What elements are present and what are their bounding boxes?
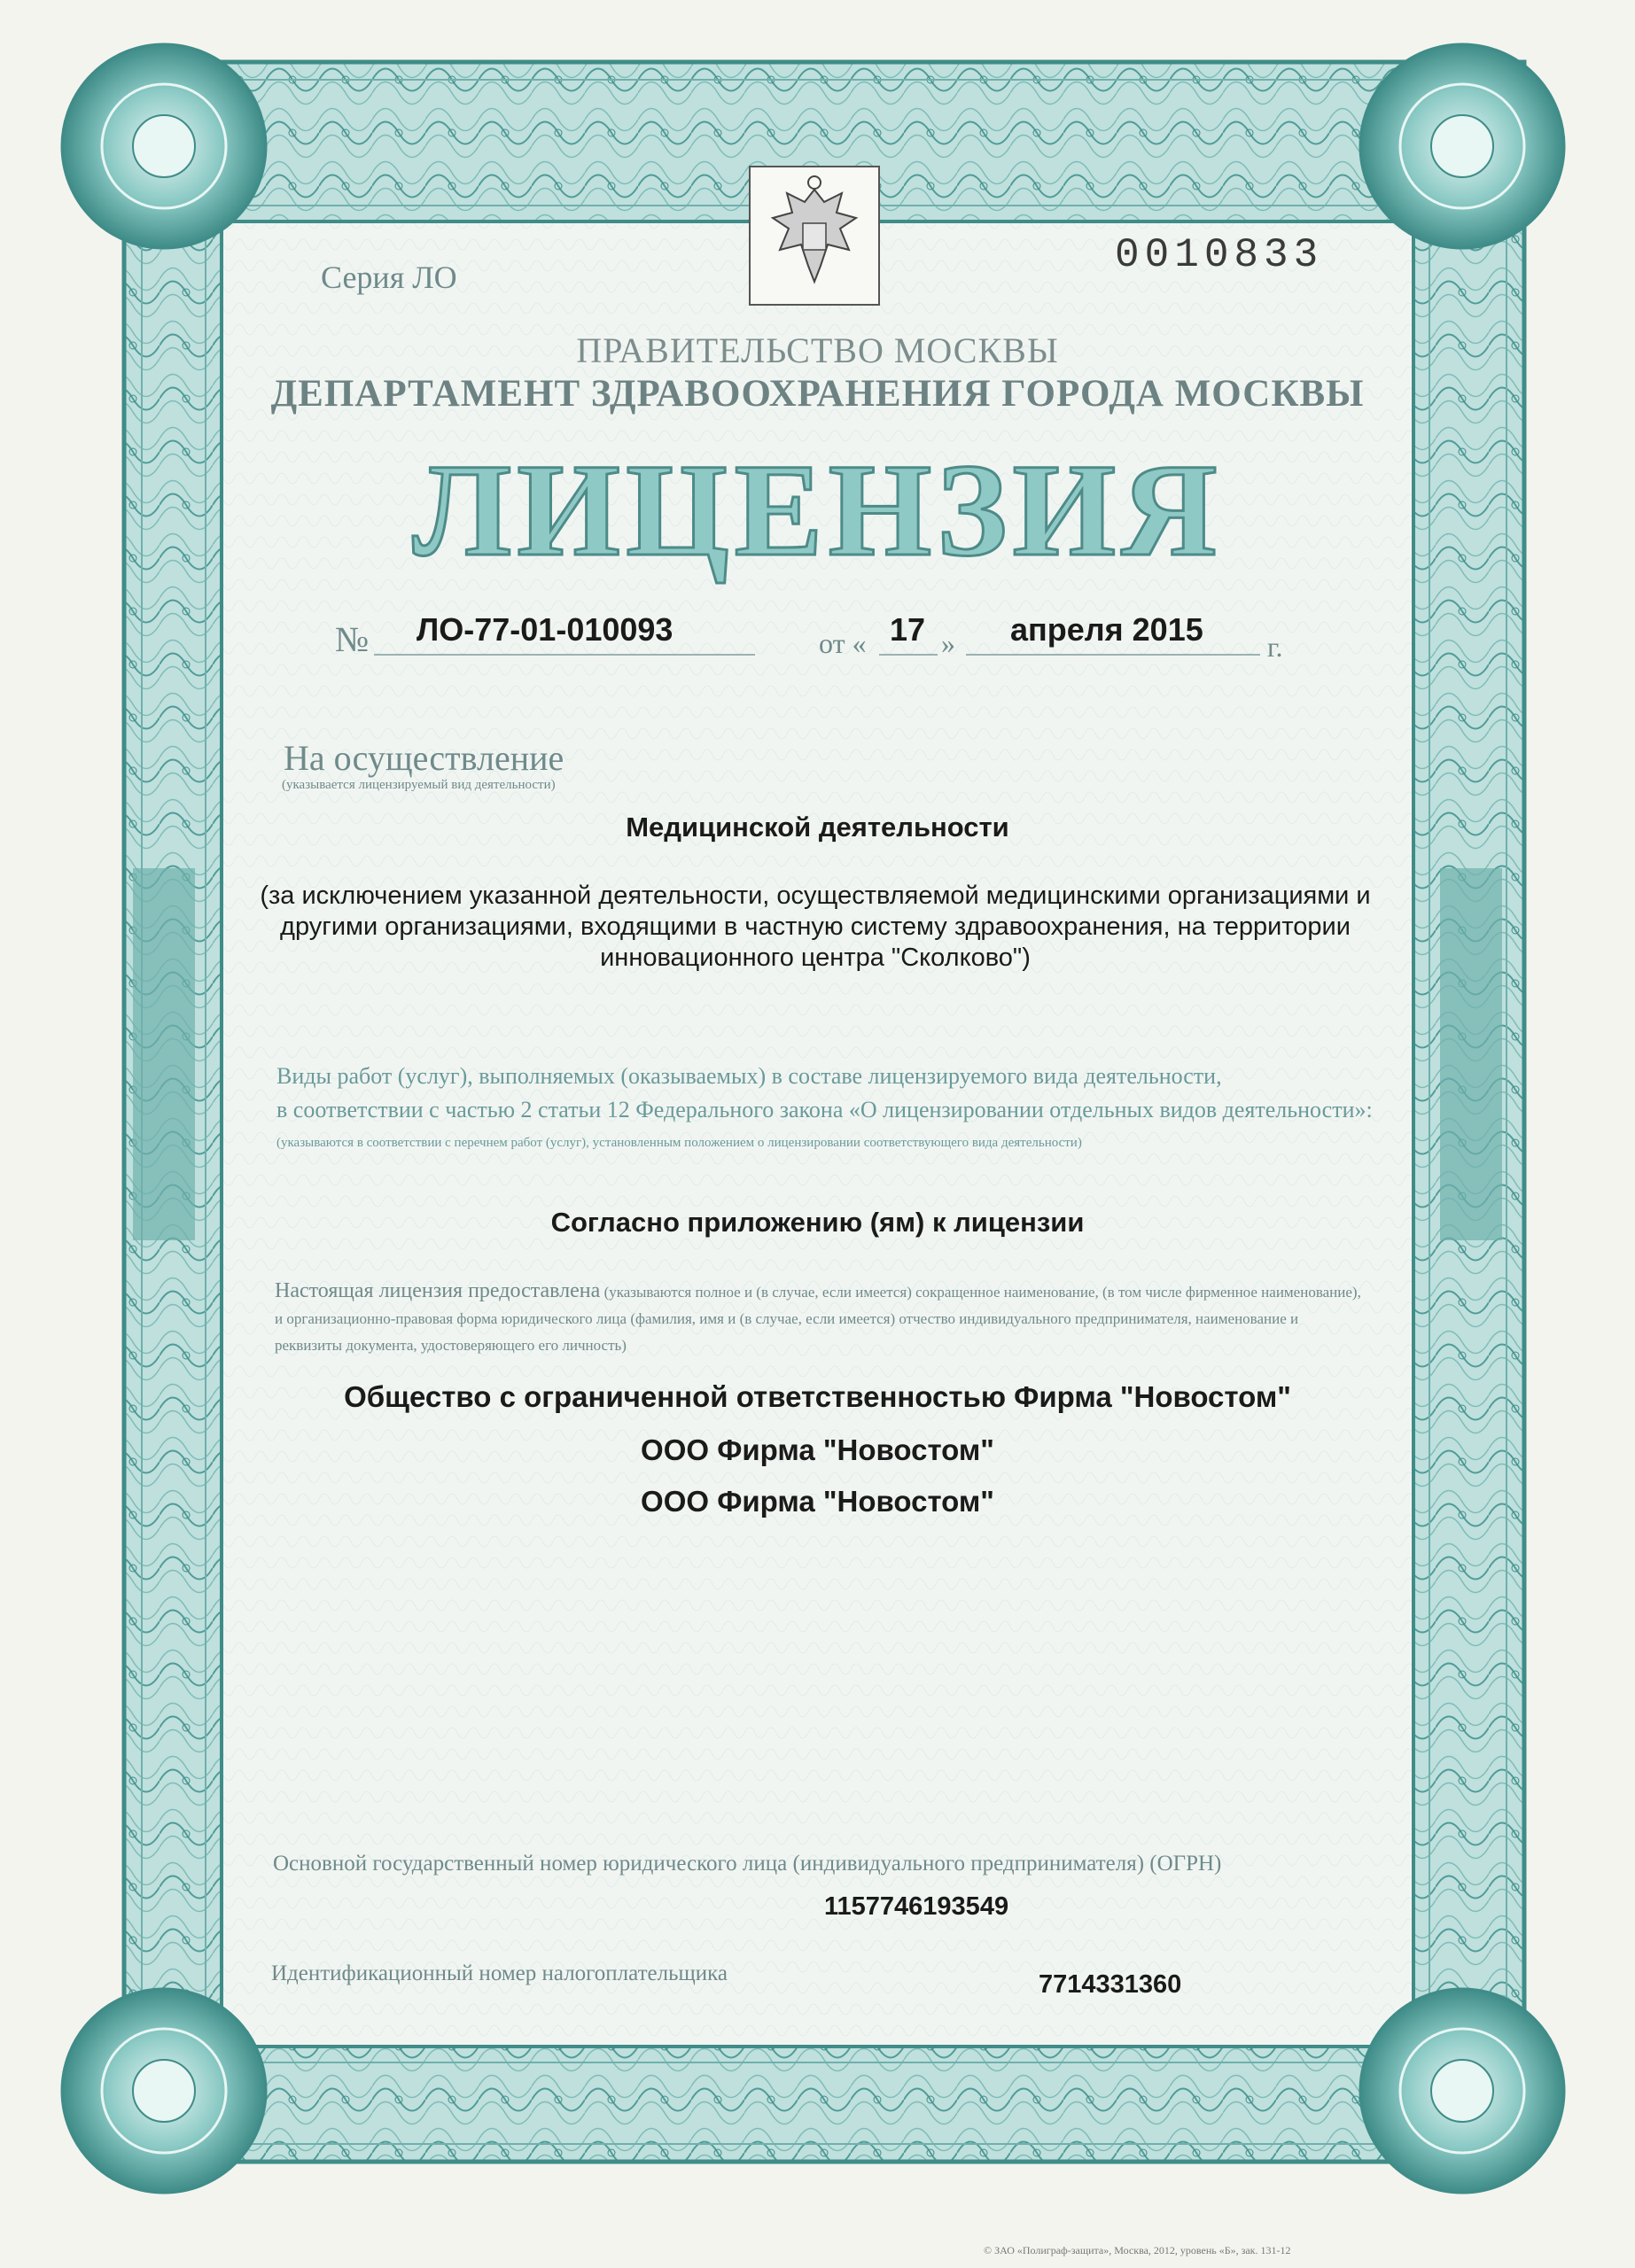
activity-name: Медицинской деятельности xyxy=(626,812,1009,843)
department-title: ДЕПАРТАМЕНТ ЗДРАВООХРАНЕНИЯ ГОРОДА МОСКВЫ xyxy=(270,373,1365,415)
works-hint: (указываются в соответствии с перечнем работ (услуг), установленным положением о лицензировании соответствующего вида деятельности) xyxy=(276,1136,1082,1150)
inn-value: 7714331360 xyxy=(1039,1970,1182,1999)
number-sign: № xyxy=(335,619,370,659)
activity-label: На осуществление xyxy=(284,738,564,778)
document-title: ЛИЦЕНЗИЯ xyxy=(412,437,1223,584)
license-day: 17 xyxy=(890,611,926,648)
year-suffix: г. xyxy=(1267,631,1283,663)
licensee-hint: (указываются полное и (в случае, если имеется) сокращенное наименование, (в том числе фирменное наименование), и организационно-правовая форма юридического лица (фамилия, имя и (в случае, если имеется) отчество индивидуального предпринимателя, наименование и реквизиты документа, удостоверяющего его личность) xyxy=(275,1284,1361,1354)
activity-exclusion: (за исключением указанной деятельности, осуществляемой медицинскими организациями и другими организациями, входящими в частную систему здравоохранения, на территории инновационного центра "Сколково") xyxy=(260,882,1371,972)
date-prefix: от « xyxy=(819,627,867,659)
series-label: Серия ЛО xyxy=(321,260,457,295)
licensee-lead: Настоящая лицензия предоставлена xyxy=(275,1279,601,1302)
works-caption-line1: Виды работ (услуг), выполняемых (оказываемых) в составе лицензируемого вида деятельности, xyxy=(276,1063,1222,1089)
license-number: ЛО-77-01-010093 xyxy=(417,611,673,648)
works-value: Согласно приложению (ям) к лицензии xyxy=(550,1207,1085,1238)
licensee-full-name: Общество с ограниченной ответственностью Фирма "Новостом" xyxy=(344,1380,1291,1413)
serial-number: 0010833 xyxy=(1115,232,1324,278)
printer-imprint: © ЗАО «Полиграф-защита», Москва, 2012, уровень «Б», зак. 131-12 xyxy=(984,2244,1291,2256)
licensee-short-name: ООО Фирма "Новостом" xyxy=(641,1433,994,1466)
ogrn-value: 1157746193549 xyxy=(824,1892,1009,1921)
number-underline xyxy=(374,654,755,656)
ogrn-label: Основной государственный номер юридического лица (индивидуального предпринимателя) (ОГРН) xyxy=(273,1852,1222,1876)
month-underline xyxy=(966,654,1260,656)
activity-hint: (указывается лицензируемый вид деятельности) xyxy=(282,778,556,792)
licensee-brand-name: ООО Фирма "Новостом" xyxy=(641,1485,994,1518)
rosette-bottom-right-icon xyxy=(1360,1989,1564,2193)
license-month-year: апреля 2015 xyxy=(1010,611,1203,648)
rosette-top-left-icon xyxy=(62,44,266,248)
rosette-bottom-left-icon xyxy=(62,1989,266,2193)
works-caption xyxy=(276,1060,1384,1127)
rosette-top-right-icon xyxy=(1360,44,1564,248)
date-quote-close: » xyxy=(941,627,955,659)
government-title: ПРАВИТЕЛЬСТВО МОСКВЫ xyxy=(576,330,1059,370)
licensee-caption xyxy=(275,1278,1365,1359)
coat-of-arms-icon xyxy=(750,167,879,305)
inn-label: Идентификационный номер налогоплательщика xyxy=(271,1961,728,1985)
day-underline xyxy=(879,654,938,656)
works-caption-line2: в соответствии с частью 2 статьи 12 Федерального закона «О лицензировании отдельных видов деятельности»: xyxy=(276,1097,1373,1122)
